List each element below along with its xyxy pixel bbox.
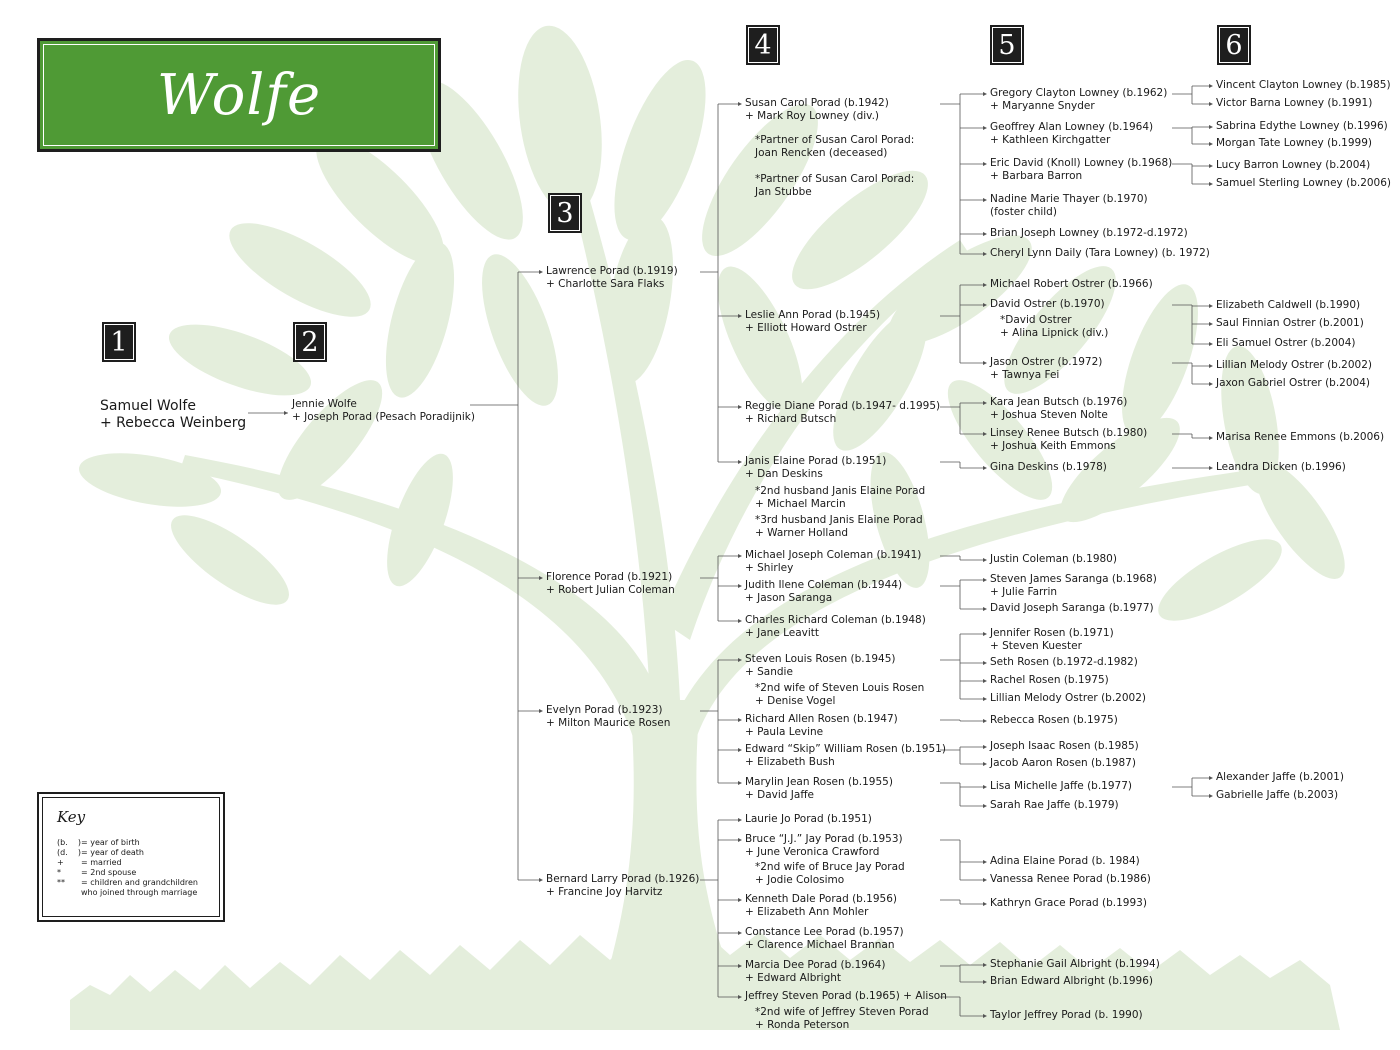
connector-arrowhead bbox=[983, 679, 987, 683]
spouse-note bbox=[745, 1006, 929, 1032]
person-entry bbox=[990, 427, 1147, 453]
connector-arrowhead bbox=[1209, 125, 1213, 129]
person-entry bbox=[745, 959, 885, 985]
person-name: Leslie Ann Porad (b.1945) bbox=[745, 309, 881, 321]
connector-arrowhead bbox=[983, 283, 987, 287]
person-entry bbox=[990, 855, 1140, 868]
person-name: Adina Elaine Porad (b. 1984) bbox=[990, 855, 1140, 867]
spouse-name: Jan Stubbe bbox=[755, 186, 812, 198]
spouse-name: + Clarence Michael Brannan bbox=[745, 939, 895, 951]
person-entry bbox=[990, 799, 1119, 812]
person-entry bbox=[1216, 317, 1364, 330]
connector-arrowhead bbox=[738, 838, 742, 842]
connector-arrowhead bbox=[1209, 102, 1213, 106]
spouse-name: + Michael Marcin bbox=[755, 498, 846, 510]
connector-arrowhead bbox=[1209, 304, 1213, 308]
person-entry bbox=[990, 958, 1160, 971]
spouse-name: + Elliott Howard Ostrer bbox=[745, 322, 867, 334]
spouse-name: + Sandie bbox=[745, 666, 793, 678]
person-name: Judith Ilene Coleman (b.1944) bbox=[745, 579, 903, 591]
spouse-name: + Paula Levine bbox=[745, 726, 824, 738]
person-entry bbox=[990, 714, 1118, 727]
person-entry bbox=[990, 87, 1167, 113]
person-name: Charles Richard Coleman (b.1948) bbox=[745, 614, 926, 626]
title-frame bbox=[43, 44, 435, 146]
person-name: Lillian Melody Ostrer (b.2002) bbox=[990, 692, 1146, 704]
person-entry bbox=[990, 356, 1102, 382]
connector-arrowhead bbox=[983, 697, 987, 701]
person-name: Leandra Dicken (b.1996) bbox=[1216, 461, 1346, 473]
spouse-name: + David Jaffe bbox=[745, 789, 815, 801]
spouse-name: + Shirley bbox=[745, 562, 794, 574]
key-symbol: ** bbox=[57, 878, 65, 887]
connector-arrowhead bbox=[983, 126, 987, 130]
key-symbol: + bbox=[57, 858, 64, 867]
person-entry bbox=[745, 614, 926, 640]
key-frame bbox=[42, 797, 220, 917]
person-entry bbox=[1216, 137, 1372, 150]
connector-arrowhead bbox=[539, 709, 543, 713]
connector-arrowhead bbox=[983, 92, 987, 96]
person-name: Brian Joseph Lowney (b.1972-d.1972) bbox=[990, 227, 1188, 239]
person-entry bbox=[990, 573, 1157, 599]
person-entry bbox=[990, 627, 1114, 653]
connector-arrowhead bbox=[1209, 382, 1213, 386]
person-name: Elizabeth Caldwell (b.1990) bbox=[1216, 299, 1361, 311]
person-entry bbox=[990, 740, 1139, 753]
person-name: Jennifer Rosen (b.1971) bbox=[990, 627, 1114, 639]
generation-label-6: 6 bbox=[1217, 25, 1251, 65]
person-entry bbox=[1216, 431, 1384, 444]
generation-label-3: 3 bbox=[548, 193, 582, 233]
spouse-name: + Steven Kuester bbox=[990, 640, 1082, 652]
person-name: Lisa Michelle Jaffe (b.1977) bbox=[990, 780, 1132, 792]
connector-arrowhead bbox=[738, 995, 742, 999]
person-entry bbox=[546, 265, 678, 291]
connector-arrowhead bbox=[738, 818, 742, 822]
key-row bbox=[57, 868, 198, 878]
person-entry bbox=[1216, 79, 1391, 92]
person-name: *3rd husband Janis Elaine Porad bbox=[755, 514, 923, 526]
spouse-name: + June Veronica Crawford bbox=[745, 846, 880, 858]
connector-arrowhead bbox=[983, 558, 987, 562]
spouse-name: + Charlotte Sara Flaks bbox=[546, 278, 665, 290]
person-name: Evelyn Porad (b.1923) bbox=[546, 704, 663, 716]
connector-arrowhead bbox=[1209, 466, 1213, 470]
person-name: Gabrielle Jaffe (b.2003) bbox=[1216, 789, 1339, 801]
person-entry bbox=[745, 309, 880, 335]
spouse-name: + Maryanne Snyder bbox=[990, 100, 1095, 112]
spouse-name: + Dan Deskins bbox=[745, 468, 823, 480]
person-entry bbox=[990, 461, 1107, 474]
spouse-name: + Edward Albright bbox=[745, 972, 842, 984]
person-entry bbox=[745, 776, 893, 802]
person-name: *2nd husband Janis Elaine Porad bbox=[755, 485, 926, 497]
connector-arrowhead bbox=[284, 411, 288, 415]
spouse-name: + Alina Lipnick (div.) bbox=[1000, 327, 1109, 339]
spouse-name: + Kathleen Kirchgatter bbox=[990, 134, 1111, 146]
spouse-name: (foster child) bbox=[990, 206, 1057, 218]
person-name: Vincent Clayton Lowney (b.1985) bbox=[1216, 79, 1391, 91]
person-name: Kathryn Grace Porad (b.1993) bbox=[990, 897, 1147, 909]
connector-arrowhead bbox=[738, 718, 742, 722]
person-name: Joseph Isaac Rosen (b.1985) bbox=[990, 740, 1139, 752]
connector-arrowhead bbox=[983, 804, 987, 808]
person-name: Bernard Larry Porad (b.1926) bbox=[546, 873, 700, 885]
connector-arrowhead bbox=[983, 303, 987, 307]
spouse-note bbox=[745, 682, 924, 708]
person-entry bbox=[745, 653, 895, 679]
connector-arrowhead bbox=[983, 232, 987, 236]
person-entry bbox=[745, 743, 946, 769]
person-name: Seth Rosen (b.1972-d.1982) bbox=[990, 656, 1138, 668]
person-entry bbox=[990, 975, 1153, 988]
person-entry bbox=[1216, 377, 1370, 390]
person-entry bbox=[990, 193, 1148, 219]
person-entry bbox=[990, 656, 1138, 669]
generation-label-2: 2 bbox=[293, 322, 327, 362]
connector-arrowhead bbox=[738, 964, 742, 968]
person-entry bbox=[990, 757, 1136, 770]
connector-arrowhead bbox=[983, 578, 987, 582]
connector-arrowhead bbox=[983, 902, 987, 906]
person-name: Reggie Diane Porad (b.1947- d.1995) bbox=[745, 400, 941, 412]
spouse-name: + Elizabeth Bush bbox=[745, 756, 835, 768]
person-entry bbox=[990, 1009, 1143, 1022]
person-name: Jason Ostrer (b.1972) bbox=[990, 356, 1103, 368]
connector-arrowhead bbox=[738, 931, 742, 935]
connector-arrowhead bbox=[983, 661, 987, 665]
person-name: Eric David (Knoll) Lowney (b.1968) bbox=[990, 157, 1173, 169]
person-name: Morgan Tate Lowney (b.1999) bbox=[1216, 137, 1372, 149]
person-name: Gregory Clayton Lowney (b.1962) bbox=[990, 87, 1168, 99]
connector-arrowhead bbox=[983, 878, 987, 882]
person-name: Linsey Renee Butsch (b.1980) bbox=[990, 427, 1148, 439]
generation-label-5: 5 bbox=[990, 25, 1024, 65]
connector-arrowhead bbox=[983, 762, 987, 766]
spouse-name: Joan Rencken (deceased) bbox=[755, 147, 888, 159]
connector-arrowhead bbox=[738, 314, 742, 318]
connector-arrowhead bbox=[1209, 364, 1213, 368]
connector-arrowhead bbox=[983, 432, 987, 436]
person-entry bbox=[990, 780, 1132, 793]
person-entry bbox=[990, 692, 1146, 705]
connector-arrowhead bbox=[1209, 794, 1213, 798]
spouse-name: + Milton Maurice Rosen bbox=[546, 717, 671, 729]
key-row bbox=[57, 848, 198, 858]
connector-arrowhead bbox=[983, 745, 987, 749]
person-entry bbox=[990, 873, 1151, 886]
person-entry bbox=[990, 227, 1188, 240]
spouse-name: + Joseph Porad (Pesach Poradijnik) bbox=[292, 411, 475, 423]
person-name: Constance Lee Porad (b.1957) bbox=[745, 926, 904, 938]
spouse-name: + Jason Saranga bbox=[745, 592, 833, 604]
person-entry bbox=[1216, 97, 1372, 110]
connector-arrowhead bbox=[1209, 322, 1213, 326]
person-name: Sabrina Edythe Lowney (b.1996) bbox=[1216, 120, 1388, 132]
spouse-name: + Francine Joy Harvitz bbox=[546, 886, 663, 898]
person-name: Edward “Skip” William Rosen (b.1951) bbox=[745, 743, 946, 755]
person-entry bbox=[990, 157, 1172, 183]
key-row bbox=[57, 878, 198, 888]
person-entry bbox=[745, 713, 898, 739]
connector-arrowhead bbox=[738, 102, 742, 106]
connector-arrowhead bbox=[738, 748, 742, 752]
connector-arrowhead bbox=[983, 860, 987, 864]
person-name: Jacob Aaron Rosen (b.1987) bbox=[990, 757, 1136, 769]
person-name: Kenneth Dale Porad (b.1956) bbox=[745, 893, 897, 905]
connector-arrowhead bbox=[983, 980, 987, 984]
connector-arrowhead bbox=[983, 466, 987, 470]
spouse-name: + Robert Julian Coleman bbox=[546, 584, 675, 596]
key-row bbox=[57, 888, 198, 898]
person-name: Lawrence Porad (b.1919) bbox=[546, 265, 678, 277]
person-entry bbox=[546, 571, 675, 597]
key-meaning: = year of birth bbox=[81, 838, 140, 847]
connector-arrowhead bbox=[983, 361, 987, 365]
key-meaning: = married bbox=[81, 858, 122, 867]
person-name: Sarah Rae Jaffe (b.1979) bbox=[990, 799, 1119, 811]
person-entry bbox=[745, 579, 902, 605]
connector-arrowhead bbox=[1209, 84, 1213, 88]
person-name: Marcia Dee Porad (b.1964) bbox=[745, 959, 886, 971]
key-row bbox=[57, 858, 198, 868]
spouse-name: + Jodie Colosimo bbox=[755, 874, 845, 886]
person-name: Victor Barna Lowney (b.1991) bbox=[1216, 97, 1373, 109]
person-name: Saul Finnian Ostrer (b.2001) bbox=[1216, 317, 1364, 329]
person-name: Michael Robert Ostrer (b.1966) bbox=[990, 278, 1153, 290]
person-name: Florence Porad (b.1921) bbox=[546, 571, 673, 583]
spouse-name: + Jane Leavitt bbox=[745, 627, 820, 639]
connector-arrowhead bbox=[738, 898, 742, 902]
connector-arrowhead bbox=[738, 781, 742, 785]
key-symbol bbox=[57, 888, 81, 898]
spouse-name: + Warner Holland bbox=[755, 527, 849, 539]
person-name: Samuel Wolfe bbox=[100, 398, 196, 414]
connector-arrowhead bbox=[539, 878, 543, 882]
person-name: Steven James Saranga (b.1968) bbox=[990, 573, 1157, 585]
generation-label-4: 4 bbox=[746, 25, 780, 65]
connector-arrowhead bbox=[738, 619, 742, 623]
person-name: Lucy Barron Lowney (b.2004) bbox=[1216, 159, 1371, 171]
person-entry bbox=[990, 247, 1210, 260]
person-entry bbox=[990, 121, 1153, 147]
key-meaning: who joined through marriage bbox=[81, 888, 198, 897]
connector-arrowhead bbox=[738, 460, 742, 464]
key-row bbox=[57, 838, 198, 848]
connector-arrowhead bbox=[983, 162, 987, 166]
connector-arrowhead bbox=[1209, 182, 1213, 186]
person-name: David Joseph Saranga (b.1977) bbox=[990, 602, 1154, 614]
person-name: Marylin Jean Rosen (b.1955) bbox=[745, 776, 893, 788]
connector-arrowhead bbox=[1209, 342, 1213, 346]
person-entry bbox=[990, 298, 1105, 311]
person-entry bbox=[745, 990, 947, 1003]
person-entry bbox=[745, 455, 886, 481]
spouse-name: + Tawnya Fei bbox=[990, 369, 1060, 381]
person-entry bbox=[546, 873, 699, 899]
connector-arrowhead bbox=[983, 719, 987, 723]
key-legend bbox=[37, 792, 225, 922]
spouse-note bbox=[745, 173, 914, 199]
person-name: David Ostrer (b.1970) bbox=[990, 298, 1105, 310]
person-entry bbox=[1216, 299, 1360, 312]
connector-arrowhead bbox=[1209, 142, 1213, 146]
connector-arrowhead bbox=[539, 270, 543, 274]
person-entry bbox=[100, 398, 246, 432]
person-entry bbox=[1216, 177, 1391, 190]
person-name: Steven Louis Rosen (b.1945) bbox=[745, 653, 896, 665]
person-entry bbox=[1216, 337, 1355, 350]
person-entry bbox=[745, 833, 903, 859]
key-meaning: = 2nd spouse bbox=[81, 868, 137, 877]
spouse-name: + Denise Vogel bbox=[755, 695, 836, 707]
spouse-name: + Mark Roy Lowney (div.) bbox=[745, 110, 880, 122]
key-meaning: = year of death bbox=[81, 848, 144, 857]
person-name: Brian Edward Albright (b.1996) bbox=[990, 975, 1154, 987]
person-name: Richard Allen Rosen (b.1947) bbox=[745, 713, 898, 725]
connector-arrowhead bbox=[983, 785, 987, 789]
spouse-name: + Joshua Keith Emmons bbox=[990, 440, 1116, 452]
person-name: *2nd wife of Bruce Jay Porad bbox=[755, 861, 905, 873]
person-name: Stephanie Gail Albright (b.1994) bbox=[990, 958, 1160, 970]
person-name: Justin Coleman (b.1980) bbox=[990, 553, 1117, 565]
connector-arrowhead bbox=[983, 632, 987, 636]
person-name: Kara Jean Butsch (b.1976) bbox=[990, 396, 1128, 408]
person-name: Geoffrey Alan Lowney (b.1964) bbox=[990, 121, 1154, 133]
spouse-name: + Richard Butsch bbox=[745, 413, 837, 425]
person-entry bbox=[745, 893, 897, 919]
person-name: Nadine Marie Thayer (b.1970) bbox=[990, 193, 1148, 205]
spouse-note bbox=[745, 485, 925, 511]
spouse-name: + Rebecca Weinberg bbox=[100, 415, 247, 431]
spouse-name: + Barbara Barron bbox=[990, 170, 1083, 182]
generation-label-1: 1 bbox=[102, 322, 136, 362]
person-name: Laurie Jo Porad (b.1951) bbox=[745, 813, 872, 825]
person-entry bbox=[546, 704, 670, 730]
person-name: Alexander Jaffe (b.2001) bbox=[1216, 771, 1344, 783]
person-entry bbox=[1216, 789, 1338, 802]
key-symbol: (b. ) bbox=[57, 838, 82, 847]
person-name: Samuel Sterling Lowney (b.2006) bbox=[1216, 177, 1392, 189]
connector-arrowhead bbox=[1209, 776, 1213, 780]
person-name: Jennie Wolfe bbox=[292, 398, 357, 410]
connector-arrowhead bbox=[539, 576, 543, 580]
connector-arrowhead bbox=[738, 554, 742, 558]
person-name: Eli Samuel Ostrer (b.2004) bbox=[1216, 337, 1356, 349]
person-entry bbox=[1216, 159, 1370, 172]
person-name: *David Ostrer bbox=[1000, 314, 1072, 326]
person-entry bbox=[990, 602, 1154, 615]
key-meaning: = children and grandchildren bbox=[81, 878, 198, 887]
connector-arrowhead bbox=[1209, 436, 1213, 440]
person-name: Rachel Rosen (b.1975) bbox=[990, 674, 1109, 686]
key-symbol: (d. ) bbox=[57, 848, 82, 857]
person-entry bbox=[745, 549, 921, 575]
connector-arrowhead bbox=[738, 405, 742, 409]
person-name: Rebecca Rosen (b.1975) bbox=[990, 714, 1118, 726]
person-entry bbox=[745, 926, 904, 952]
connector-arrowhead bbox=[1209, 164, 1213, 168]
person-entry bbox=[292, 398, 475, 424]
connector-arrowhead bbox=[983, 198, 987, 202]
person-name: Susan Carol Porad (b.1942) bbox=[745, 97, 889, 109]
spouse-note bbox=[990, 314, 1108, 340]
person-entry bbox=[990, 553, 1117, 566]
key-symbol: * bbox=[57, 868, 61, 877]
person-entry bbox=[1216, 359, 1372, 372]
connector-arrowhead bbox=[983, 401, 987, 405]
spouse-note bbox=[745, 861, 905, 887]
person-name: Marisa Renee Emmons (b.2006) bbox=[1216, 431, 1385, 443]
connector-arrowhead bbox=[983, 1014, 987, 1018]
person-entry bbox=[990, 897, 1147, 910]
person-name: Gina Deskins (b.1978) bbox=[990, 461, 1107, 473]
key-rows bbox=[57, 838, 198, 898]
person-entry bbox=[990, 278, 1153, 291]
person-name: *2nd wife of Steven Louis Rosen bbox=[755, 682, 925, 694]
spouse-note bbox=[745, 514, 923, 540]
person-entry bbox=[745, 813, 872, 826]
person-entry bbox=[990, 396, 1127, 422]
spouse-name: + Joshua Steven Nolte bbox=[990, 409, 1108, 421]
person-name: Vanessa Renee Porad (b.1986) bbox=[990, 873, 1151, 885]
key-title: Key bbox=[57, 808, 86, 826]
spouse-note bbox=[745, 134, 914, 160]
connector-arrowhead bbox=[983, 963, 987, 967]
person-name: Jeffrey Steven Porad (b.1965) + Alison bbox=[745, 990, 947, 1002]
connector-arrowhead bbox=[738, 658, 742, 662]
person-entry bbox=[990, 674, 1109, 687]
spouse-name: + Julie Farrin bbox=[990, 586, 1058, 598]
person-name: *2nd wife of Jeffrey Steven Porad bbox=[755, 1006, 929, 1018]
connector-arrowhead bbox=[738, 584, 742, 588]
person-name: Cheryl Lynn Daily (Tara Lowney) (b. 1972) bbox=[990, 247, 1210, 259]
family-name-title: Wolfe bbox=[156, 62, 322, 128]
person-name: Janis Elaine Porad (b.1951) bbox=[745, 455, 887, 467]
spouse-name: + Elizabeth Ann Mohler bbox=[745, 906, 869, 918]
person-name: Jaxon Gabriel Ostrer (b.2004) bbox=[1216, 377, 1370, 389]
person-name: Lillian Melody Ostrer (b.2002) bbox=[1216, 359, 1372, 371]
person-name: Michael Joseph Coleman (b.1941) bbox=[745, 549, 922, 561]
person-entry bbox=[745, 400, 940, 426]
person-entry bbox=[1216, 120, 1388, 133]
person-entry bbox=[1216, 461, 1346, 474]
person-name: Bruce “J.J.” Jay Porad (b.1953) bbox=[745, 833, 903, 845]
family-title-banner bbox=[37, 38, 441, 152]
person-name: *Partner of Susan Carol Porad: bbox=[755, 173, 915, 185]
spouse-name: + Ronda Peterson bbox=[755, 1019, 850, 1031]
connector-arrowhead bbox=[983, 607, 987, 611]
person-entry bbox=[1216, 771, 1344, 784]
person-name: Taylor Jeffrey Porad (b. 1990) bbox=[990, 1009, 1143, 1021]
person-entry bbox=[745, 97, 889, 123]
connector-arrowhead bbox=[983, 252, 987, 256]
person-name: *Partner of Susan Carol Porad: bbox=[755, 134, 915, 146]
